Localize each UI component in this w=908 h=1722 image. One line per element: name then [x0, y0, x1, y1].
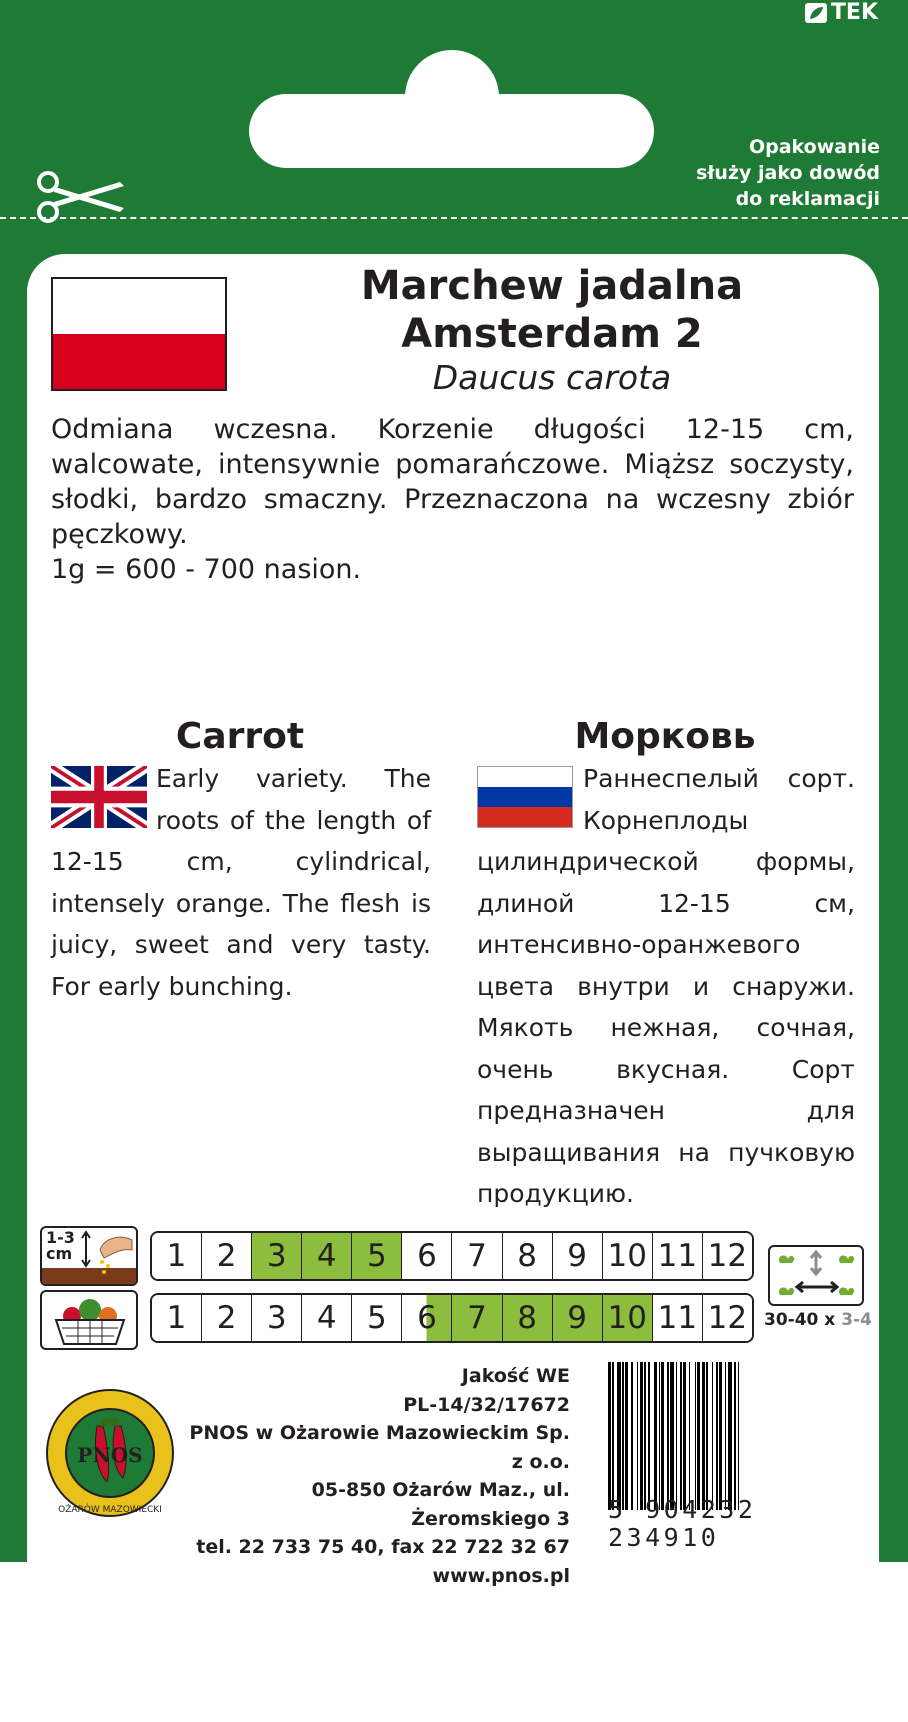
- barcode: [608, 1362, 858, 1552]
- scissors-icon: [34, 168, 126, 226]
- polish-flag: [51, 277, 227, 391]
- svg-text:OŻARÓW MAZOWIECKI: OŻARÓW MAZOWIECKI: [58, 1505, 162, 1515]
- barcode-bars: [608, 1362, 858, 1510]
- cut-line: [0, 217, 908, 219]
- month-cell: 8: [503, 1295, 553, 1341]
- description-russian: Раннеспелый сорт. Корнеплоды цилиндрической формы, длиной 12-15 см, интенсивно-оранжевого цвета внутри и снаружи. Мякоть нежная, сочная, очень вкусная. Сорт предназначен для выращивания на пучковую продукцию.: [477, 764, 855, 1208]
- month-cell: 2: [202, 1295, 252, 1341]
- warranty-note: Opakowanie służy jako dowód do reklamacji: [696, 136, 880, 210]
- month-cell: 3: [252, 1233, 302, 1279]
- sowing-depth-unit: cm: [46, 1244, 73, 1263]
- month-cell: 6: [402, 1295, 452, 1341]
- month-cell: 7: [452, 1295, 502, 1341]
- month-cell: 10: [603, 1295, 653, 1341]
- month-cell: 10: [603, 1233, 653, 1279]
- company-info: Jakość WE PL-14/32/17672 PNOS w Ożarowie Mazowieckim Sp. z o.o. 05-850 Ożarów Maz., ul. Żeromskiego 3 tel. 22 733 75 40, fax 22 722 32 67 www.pnos.pl: [180, 1362, 570, 1590]
- month-cell: 9: [553, 1295, 603, 1341]
- brand-name: TEK: [830, 0, 878, 25]
- month-cell: 1: [152, 1233, 202, 1279]
- month-cell: 12: [703, 1233, 752, 1279]
- month-cell: 2: [202, 1233, 252, 1279]
- month-cell: 6: [402, 1233, 452, 1279]
- month-cell: 4: [302, 1233, 352, 1279]
- heading-english: Carrot: [175, 716, 305, 757]
- month-cell: 5: [352, 1295, 402, 1341]
- heading-russian: Морковь: [574, 716, 756, 757]
- sowing-depth-value: 1-3: [46, 1228, 75, 1247]
- harvest-calendar: [150, 1293, 754, 1343]
- hanger-hole: [249, 94, 654, 168]
- description-polish: Odmiana wczesna. Korzenie długości 12-15 cm, walcowate, intensywnie pomarańczowe. Miąższ soczysty, słodki, bardzo smaczny. Przeznaczona na wczesny zbiór pęczkowy. 1g = 600 - 700 nasion.: [51, 414, 854, 585]
- website-link[interactable]: www.pnos.pl: [432, 1564, 570, 1587]
- svg-text:PNOS: PNOS: [77, 1443, 143, 1467]
- month-cell: 3: [252, 1295, 302, 1341]
- leaf-icon: [805, 3, 827, 23]
- barcode-number: 5 904232 234910: [608, 1496, 858, 1552]
- month-cell: 5: [352, 1233, 402, 1279]
- seeds-per-gram: 1g = 600 - 700 nasion.: [51, 554, 362, 585]
- month-cell: 1: [152, 1295, 202, 1341]
- brand-logo: [805, 0, 878, 25]
- description-english: Early variety. The roots of the length of 12-15 cm, cylindrical, intensely orange. The flesh is juicy, sweet and very tasty. For early bunching.: [51, 764, 431, 1001]
- plant-spacing-icon: [768, 1245, 864, 1306]
- month-cell: 9: [553, 1233, 603, 1279]
- month-cell: 4: [302, 1295, 352, 1341]
- month-cell: 8: [503, 1233, 553, 1279]
- pnos-seal-logo: [45, 1388, 175, 1518]
- product-title: Marchew jadalna Amsterdam 2: [360, 263, 744, 357]
- month-cell: 11: [653, 1295, 703, 1341]
- sowing-depth-icon: [40, 1226, 138, 1286]
- sowing-calendar: [150, 1231, 754, 1281]
- month-cell: 11: [653, 1233, 703, 1279]
- month-cell: 12: [703, 1295, 752, 1341]
- month-cell: 7: [452, 1233, 502, 1279]
- latin-name: Daucus carota: [432, 358, 672, 397]
- harvest-basket-icon: [40, 1290, 138, 1350]
- plant-spacing-label: 30-40 x 3-4: [764, 1310, 872, 1330]
